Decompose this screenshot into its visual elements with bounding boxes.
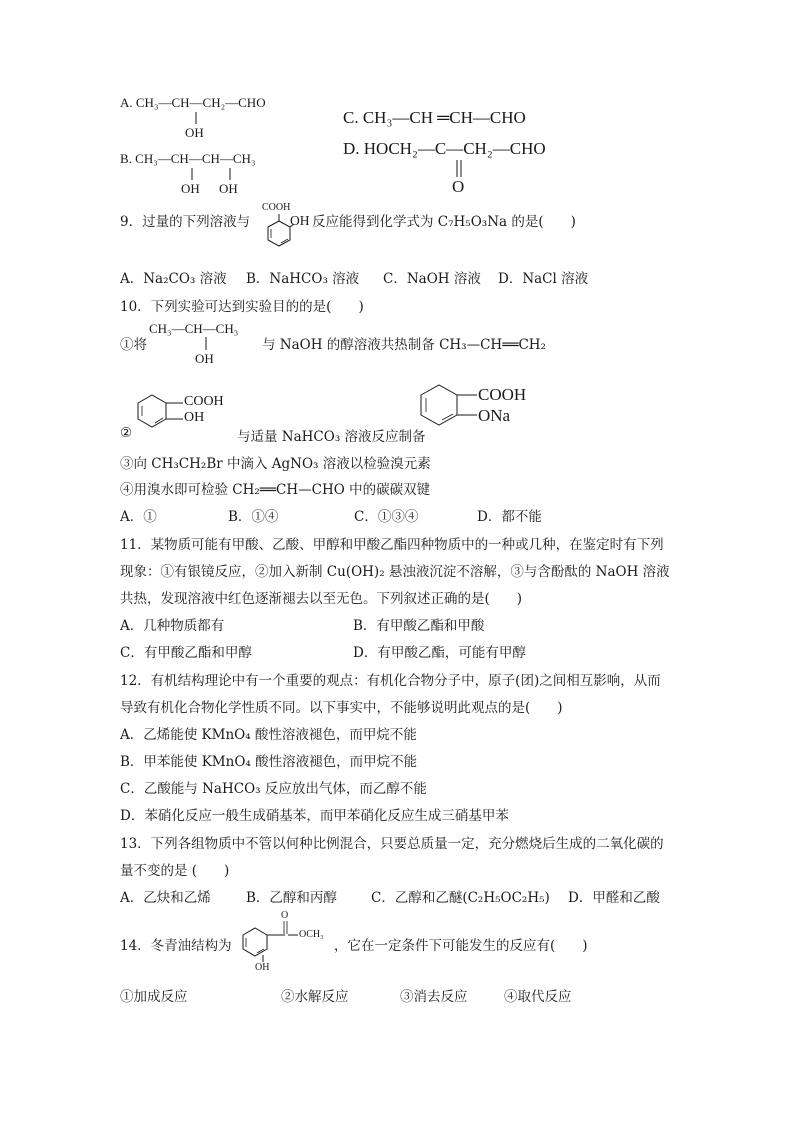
q10-option-a: A．① (120, 509, 157, 525)
q8-option-b-oh2: OH (219, 181, 238, 196)
q13-option-d: D．甲醛和乙酸 (568, 890, 660, 906)
q9-stem-end: 反应能得到化学式为 C₇H₅O₃Na 的是( ) (312, 214, 576, 230)
q10-option-c: C．①③④ (354, 509, 419, 525)
q9-option-c: C．NaOH 溶液 (383, 271, 481, 287)
q10-item2-product-cooh: COOH (478, 385, 527, 404)
q11-line2: 现象：①有银镜反应，②加入新制 Cu(OH)₂ 悬浊液沉淀不溶解，③与含酚酞的 NaOH 溶液 (120, 564, 670, 580)
q11-option-c: C．有甲酸乙酯和甲醇 (120, 645, 252, 661)
q11-option-d: D．有甲酸乙酯，可能有甲醇 (353, 645, 526, 661)
q10-item4: ④用溴水即可检验 CH₂══CH—CHO 中的碳碳双键 (120, 482, 431, 498)
methyl-salicylate-oh: OH (255, 962, 270, 973)
q10-item2-oh: OH (184, 410, 205, 425)
q13-option-b: B．乙醇和丙醇 (246, 890, 337, 906)
q10-item2-text: 与适量 NaHCO₃ 溶液反应制备 (237, 429, 426, 445)
q11-option-a: A．几种物质都有 (120, 618, 225, 634)
q9-option-d: D．NaCl 溶液 (498, 271, 589, 287)
q10-item1-number: ①将 (120, 337, 147, 353)
q10-option-d: D．都不能 (477, 509, 542, 525)
q13-option-c: C．乙醇和乙醚(C₂H₅OC₂H₅) (371, 890, 550, 906)
q13-line2: 量不变的是 ( ) (120, 863, 230, 879)
q13-option-a: A．乙炔和乙烯 (120, 890, 211, 906)
q12-option-c: C．乙酸能与 NaHCO₃ 反应放出气体，而乙醇不能 (120, 781, 427, 797)
q10-item1-structure-top: CH₃—CH—CH₃ (149, 321, 239, 336)
q11-option-b: B．有甲酸乙酯和甲酸 (353, 618, 485, 634)
q12-line1: 12．有机结构理论中有一个重要的观点：有机化合物分子中，原子(团)之间相互影响，从而 (120, 673, 661, 689)
q9-option-b: B．NaHCO₃ 溶液 (246, 271, 360, 287)
q10-item3: ③向 CH₃CH₂Br 中滴入 AgNO₃ 溶液以检验溴元素 (120, 456, 431, 472)
q12-option-b: B．甲苯能使 KMnO₄ 酸性溶液褪色，而甲烷不能 (120, 754, 418, 770)
q9-option-a: A．Na₂CO₃ 溶液 (120, 271, 227, 287)
methyl-salicylate-och3: OCH₃ (299, 929, 324, 940)
q8-option-b-oh1: OH (181, 181, 200, 196)
q14-option-3: ③消去反应 (400, 989, 468, 1005)
q10-item2-product-ona: ONa (478, 406, 511, 425)
q10-item1-structure-oh: OH (195, 351, 214, 366)
q13-line1: 13．下列各组物质中不管以何种比例混合，只要总质量一定，充分燃烧后生成的二氧化碳的 (120, 836, 664, 852)
salicylic-acid-cooh: COOH (262, 202, 291, 213)
q14-stem-end: ，它在一定条件下可能发生的反应有( ) (334, 938, 588, 954)
q10-option-b: B．①④ (228, 509, 279, 525)
q12-option-a: A．乙烯能使 KMnO₄ 酸性溶液褪色，而甲烷不能 (120, 727, 417, 743)
q10-item1-text: 与 NaOH 的醇溶液共热制备 CH₃—CH══CH₂ (262, 337, 546, 353)
q12-option-d: D．苯硝化反应一般生成硝基苯，而甲苯硝化反应生成三硝基甲苯 (120, 808, 509, 824)
q14-option-4: ④取代反应 (504, 989, 572, 1005)
q11-line3: 共热，发现溶液中红色逐渐褪去以至无色。下列叙述正确的是( ) (120, 591, 523, 607)
q8-option-d-oxygen: O (452, 177, 465, 196)
q8-option-b: B. CH₃—CH—CH—CH₃ (120, 151, 256, 166)
q8-option-c: C. CH₃—CH ═CH—CHO (343, 108, 526, 127)
q10-item2-cooh: COOH (184, 394, 224, 409)
q10-item2-number: ② (120, 425, 133, 441)
q9-stem-start: 9．过量的下列溶液与 (120, 214, 251, 230)
methyl-salicylate-carbonyl-o: O (281, 910, 289, 921)
q8-option-a: A. CH₃—CH—CH₂—CHO (120, 95, 266, 110)
q10-stem: 10．下列实验可达到实验目的的是( ) (120, 299, 364, 315)
q14-option-1: ①加成反应 (120, 989, 188, 1005)
methyl-salicylate-structure (0, 0, 1, 1)
q8-option-a-oh: OH (185, 125, 204, 140)
q12-line2: 导致有机化合物化学性质不同。以下事实中，不能够说明此观点的是( ) (120, 700, 563, 716)
q11-line1: 11．某物质可能有甲酸、乙酸、甲醇和甲酸乙酯四种物质中的一种或几种，在鉴定时有下列 (120, 537, 664, 553)
q14-stem-start: 14．冬青油结构为 (120, 938, 232, 954)
salicylic-acid-oh: OH (290, 213, 310, 228)
q14-option-2: ②水解反应 (281, 989, 349, 1005)
q8-option-d: D. HOCH₂—C—CH₂—CHO (343, 139, 546, 158)
